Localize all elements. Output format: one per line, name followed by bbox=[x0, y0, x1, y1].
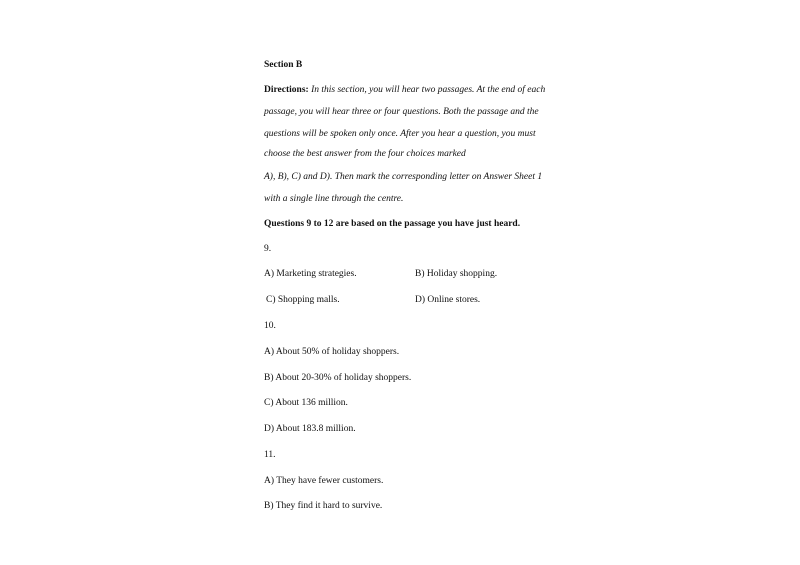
question-11-number: 11. bbox=[264, 450, 276, 460]
directions-line-1 bbox=[264, 84, 545, 96]
question-11-option-b: B) They find it hard to survive. bbox=[264, 501, 383, 511]
question-9-option-a: A) Marketing strategies. bbox=[264, 269, 357, 279]
questions-heading: Questions 9 to 12 are based on the passage you have just heard. bbox=[264, 219, 521, 229]
question-9-option-c: C) Shopping malls. bbox=[266, 295, 340, 305]
directions-label: Directions: bbox=[264, 85, 309, 95]
directions-line-2: passage, you will hear three or four questions. Both the passage and the bbox=[264, 107, 539, 117]
directions-text-1: In this section, you will hear two passages. At the end of each bbox=[311, 85, 546, 95]
question-10-option-d: D) About 183.8 million. bbox=[264, 424, 356, 434]
directions-line-4: choose the best answer from the four choices marked bbox=[264, 149, 466, 159]
question-9-option-d: D) Online stores. bbox=[415, 295, 481, 305]
question-10-option-a: A) About 50% of holiday shoppers. bbox=[264, 347, 400, 357]
directions-line-5: A), B), C) and D). Then mark the corresponding letter on Answer Sheet 1 bbox=[264, 172, 543, 182]
question-10-option-b: B) About 20-30% of holiday shoppers. bbox=[264, 373, 412, 383]
question-10-number: 10. bbox=[264, 321, 276, 331]
question-11-option-a: A) They have fewer customers. bbox=[264, 476, 384, 486]
directions-line-6: with a single line through the centre. bbox=[264, 194, 404, 204]
question-9-number: 9. bbox=[264, 244, 272, 254]
question-9-option-b: B) Holiday shopping. bbox=[415, 269, 498, 279]
question-10-option-c: C) About 136 million. bbox=[264, 398, 348, 408]
directions-line-3: questions will be spoken only once. After you hear a question, you must bbox=[264, 129, 536, 139]
section-title: Section B bbox=[264, 60, 303, 70]
